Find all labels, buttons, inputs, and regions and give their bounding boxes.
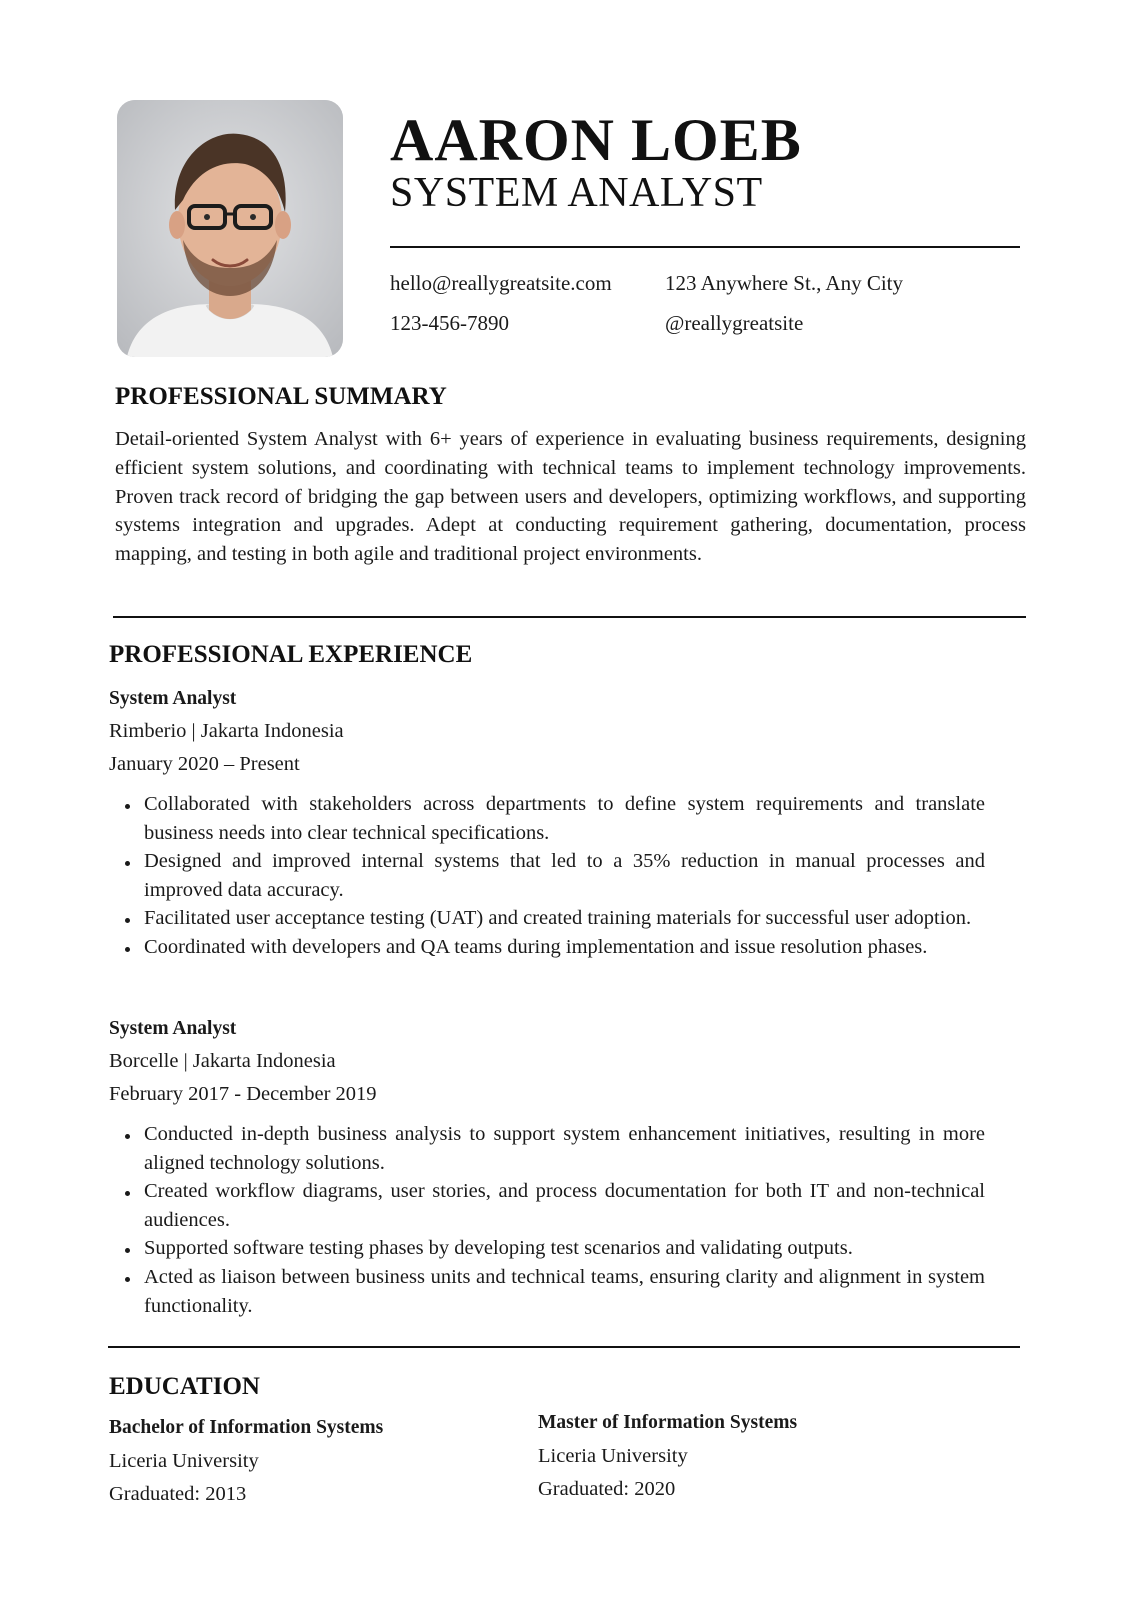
header-divider [390,246,1020,248]
contact-address: 123 Anywhere St., Any City [665,271,904,295]
job-bullet: Created workflow diagrams, user stories, and process documentation for both IT and non-technical audiences. [109,1177,985,1234]
job-company: Rimberio | Jakarta Indonesia [109,720,344,742]
education-heading: EDUCATION [109,1373,260,1400]
job-bullet: Conducted in-depth business analysis to support system enhancement initiatives, resulting in more aligned technology solutions. [109,1120,985,1177]
candidate-name: AARON LOEB [390,107,802,173]
education-school: Liceria University [109,1450,259,1472]
job-title: System Analyst [109,1018,237,1039]
job-bullet: Designed and improved internal systems that led to a 35% reduction in manual processes and improved data accuracy. [109,847,985,904]
job-dates: January 2020 – Present [109,753,300,775]
education-degree: Master of Information Systems [538,1412,798,1433]
job-bullet: Coordinated with developers and QA teams during implementation and issue resolution phases. [109,933,985,962]
education-degree: Bachelor of Information Systems [109,1417,384,1438]
experience-divider [108,1346,1020,1348]
candidate-role: SYSTEM ANALYST [390,170,763,216]
contact-phone: 123-456-7890 [390,311,509,335]
contact-website[interactable]: @reallygreatsite [665,311,804,335]
job-bullets [109,790,985,962]
summary-text: Detail-oriented System Analyst with 6+ years of experience in evaluating business requirements, designing efficient system solutions, and coordinating with technical teams to implement technology improvements. Proven track record of bridging the gap between users and developers, optimizing workflows, and supporting systems integration and upgrades. Adept at conducting requirement gathering, documentation, process mapping, and testing in both agile and traditional project environments. [115,428,1026,566]
education-school: Liceria University [538,1445,688,1467]
education-graduated: Graduated: 2020 [538,1478,676,1500]
job-company: Borcelle | Jakarta Indonesia [109,1050,336,1072]
profile-photo [117,100,343,357]
summary-heading: PROFESSIONAL SUMMARY [115,383,447,410]
job-bullet: Acted as liaison between business units and technical teams, ensuring clarity and alignment in system functionality. [109,1263,985,1320]
job-bullet: Facilitated user acceptance testing (UAT) and created training materials for successful user adoption. [109,904,985,933]
experience-heading: PROFESSIONAL EXPERIENCE [109,641,473,668]
education-graduated: Graduated: 2013 [109,1483,247,1505]
job-bullet: Supported software testing phases by developing test scenarios and validating outputs. [109,1234,985,1263]
job-dates: February 2017 - December 2019 [109,1083,377,1105]
job-bullets [109,1120,985,1320]
job-title: System Analyst [109,688,237,709]
summary-divider [113,616,1026,618]
contact-email[interactable]: hello@reallygreatsite.com [390,271,612,295]
job-bullet: Collaborated with stakeholders across departments to define system requirements and translate business needs into clear technical specifications. [109,790,985,847]
